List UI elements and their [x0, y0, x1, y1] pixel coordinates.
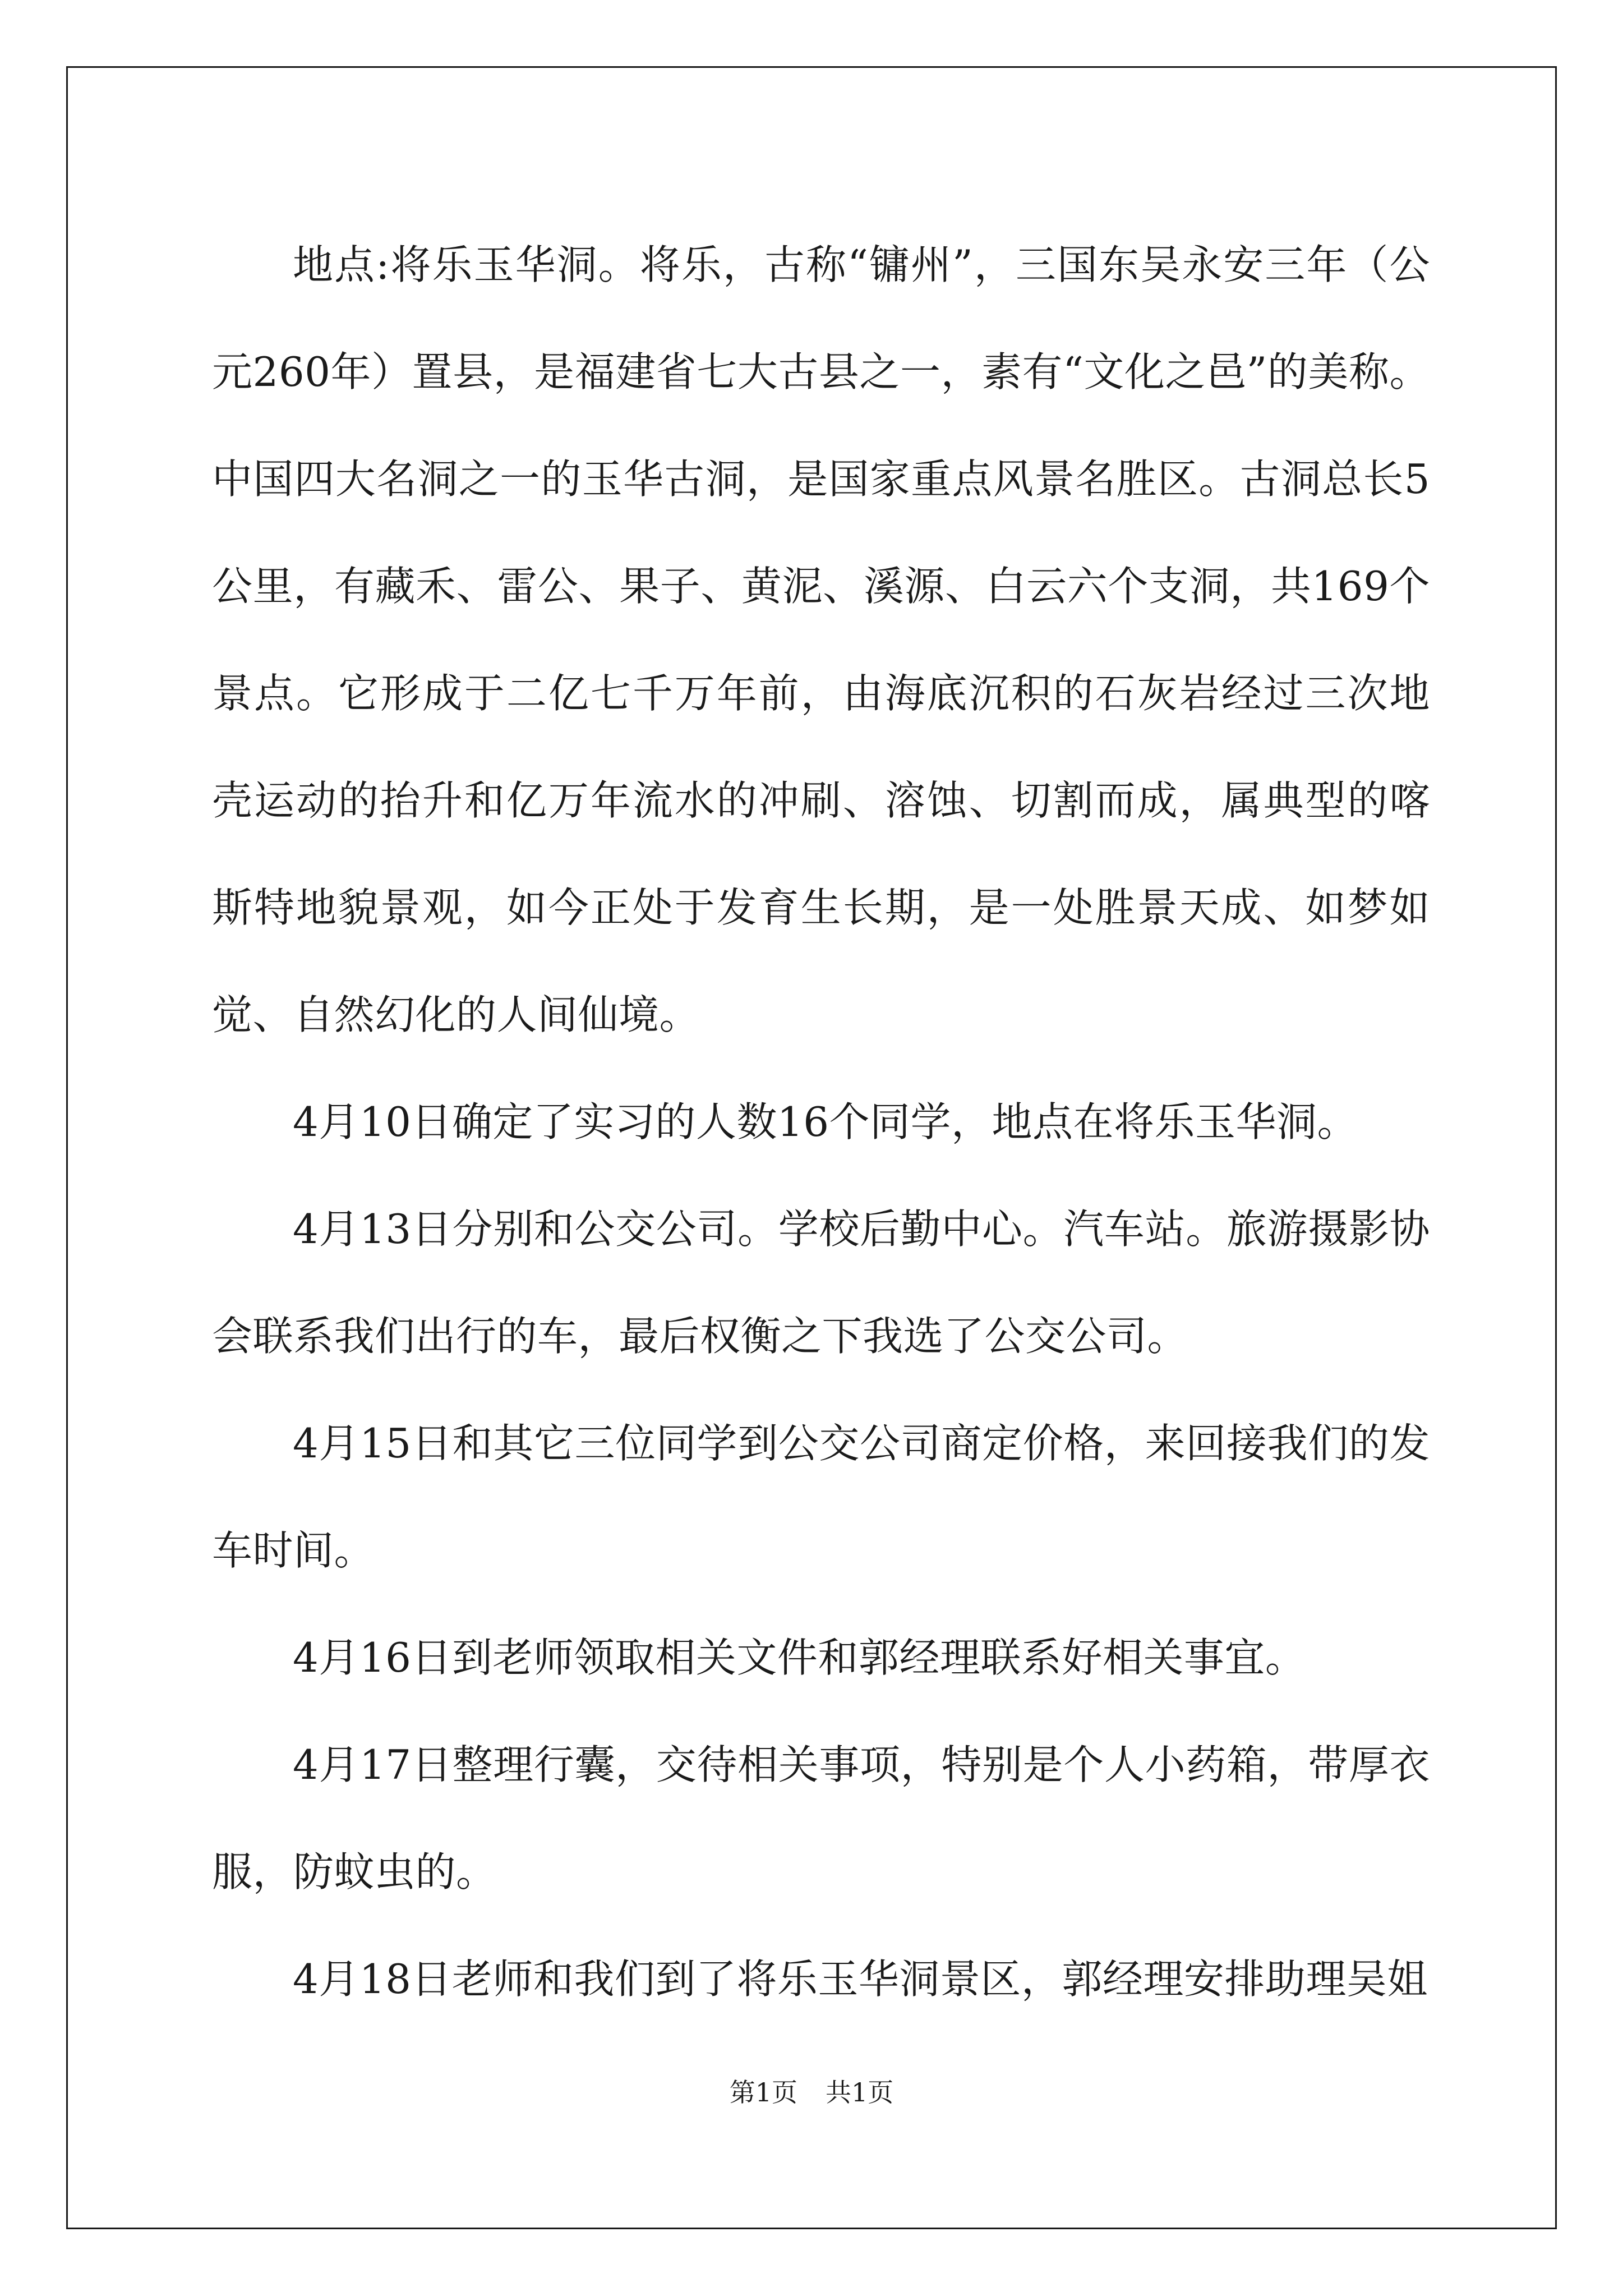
- paragraph-location: 地点:将乐玉华洞。将乐，古称“镛州”，三国东吴永安三年（公元260年）置县，是福建省七大古县之一，素有“文化之邑”的美称。中国四大名洞之一的玉华古洞，是国家重点风景名胜区。古洞总长5公里，有藏禾、雷公、果子、黄泥、溪源、白云六个支洞，共169个景点。它形成于二亿七千万年前，由海底沉积的石灰岩经过三次地壳运动的抬升和亿万年流水的冲刷、溶蚀、切割而成，属典型的喀斯特地貌景观，如今正处于发育生长期，是一处胜景天成、如梦如觉、自然幻化的人间仙境。: [212, 241, 1430, 1038]
- paragraph-apr-16: 4月16日到老师领取相关文件和郭经理联系好相关事宜。: [293, 1634, 1306, 1681]
- paragraph-apr-13: 4月13日分别和公交公司。学校后勤中心。汽车站。旅游摄影协会联系我们出行的车，最后权衡之下我选了公交公司。: [212, 1205, 1430, 1360]
- paragraph-apr-15: 4月15日和其它三位同学到公交公司商定价格，来回接我们的发车时间。: [212, 1420, 1430, 1574]
- page-number-total: 共1页: [826, 2077, 894, 2108]
- document-body: [212, 211, 1430, 2033]
- page-footer: [0, 2072, 1623, 2109]
- paragraph-apr-17: 4月17日整理行囊，交待相关事项，特别是个人小药箱，带厚衣服，防蚊虫的。: [212, 1741, 1430, 1895]
- page-number-current: 第1页: [729, 2077, 797, 2108]
- paragraph-apr-10: 4月10日确定了实习的人数16个同学，地点在将乐玉华洞。: [293, 1098, 1358, 1145]
- paragraph-apr-18: 4月18日老师和我们到了将乐玉华洞景区，郭经理安排助理吴姐: [293, 1955, 1428, 2003]
